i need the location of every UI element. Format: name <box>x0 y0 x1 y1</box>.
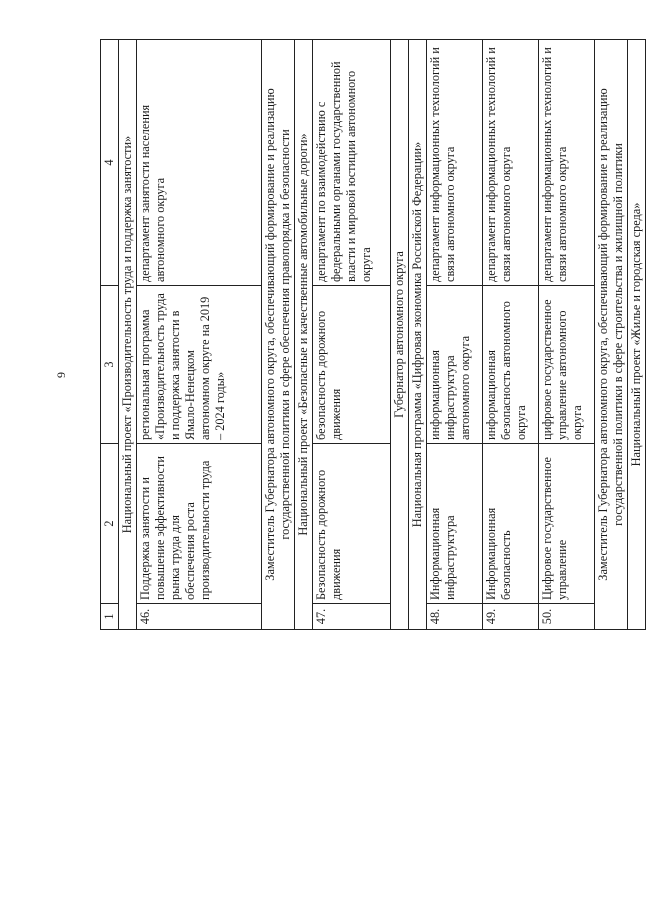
row-executor: департамент информационных технологий и связи автономного округа <box>483 40 539 286</box>
table-header-row <box>101 40 119 630</box>
header-col-3: 3 <box>101 286 119 444</box>
row-program: безопасность дорожного движения <box>313 286 391 444</box>
projects-table <box>100 39 646 630</box>
table-row <box>137 40 262 630</box>
row-number: 49. <box>483 604 539 630</box>
table-row <box>427 40 483 630</box>
page-number: 9 <box>54 372 68 378</box>
table-row <box>483 40 539 630</box>
header-col-2: 2 <box>101 444 119 604</box>
row-executor: департамент занятости населения автономного округа <box>137 40 262 286</box>
rotated-table-container <box>100 40 643 630</box>
section-title: Национальный проект «Производительность труда и поддержка занятости» <box>119 40 137 630</box>
section-title: Заместитель Губернатора автономного округа, обеспечивающий формирование и реализацию государственной политики в сфере обеспечения правопорядка и безопасности <box>262 40 295 630</box>
row-project: Поддержка занятости и повышение эффективности рынка труда для обеспечения роста производительности труда <box>137 444 262 604</box>
row-number: 46. <box>137 604 262 630</box>
row-executor: департамент информационных технологий и связи автономного округа <box>539 40 595 286</box>
section-subtitle: Национальная программа «Цифровая экономика Российской Федерации» <box>409 40 427 630</box>
section-subtitle: Национальный проект «Безопасные и качественные автомобильные дороги» <box>295 40 313 630</box>
section-subtitle: Национальный проект «Жилье и городская среда» <box>628 40 646 630</box>
row-program: информационная безопасность автономного округа <box>483 286 539 444</box>
header-col-4: 4 <box>101 40 119 286</box>
section-title: Губернатор автономного округа <box>391 40 409 630</box>
section-title: Заместитель Губернатора автономного округа, обеспечивающий формирование и реализацию государственной политики в сфере строительства и жилищной политики <box>595 40 628 630</box>
row-program: цифровое государственное управление автономного округа <box>539 286 595 444</box>
row-number: 48. <box>427 604 483 630</box>
table-row <box>313 40 391 630</box>
row-program: информационная инфраструктура автономного округа <box>427 286 483 444</box>
row-project: Цифровое государственное управление <box>539 444 595 604</box>
header-col-1: 1 <box>101 604 119 630</box>
row-program: региональная программа «Производительность труда и поддержка занятости в Ямало-Ненецком автономном округе на 2019 – 2024 годы» <box>137 286 262 444</box>
row-executor: департамент по взаимодействию с федеральными органами государственной власти и мировой юстиции автономного округа <box>313 40 391 286</box>
row-project: Информационная инфраструктура <box>427 444 483 604</box>
row-project: Безопасность дорожного движения <box>313 444 391 604</box>
row-number: 47. <box>313 604 391 630</box>
row-number: 50. <box>539 604 595 630</box>
row-project: Информационная безопасность <box>483 444 539 604</box>
row-executor: департамент информационных технологий и связи автономного округа <box>427 40 483 286</box>
table-row <box>539 40 595 630</box>
